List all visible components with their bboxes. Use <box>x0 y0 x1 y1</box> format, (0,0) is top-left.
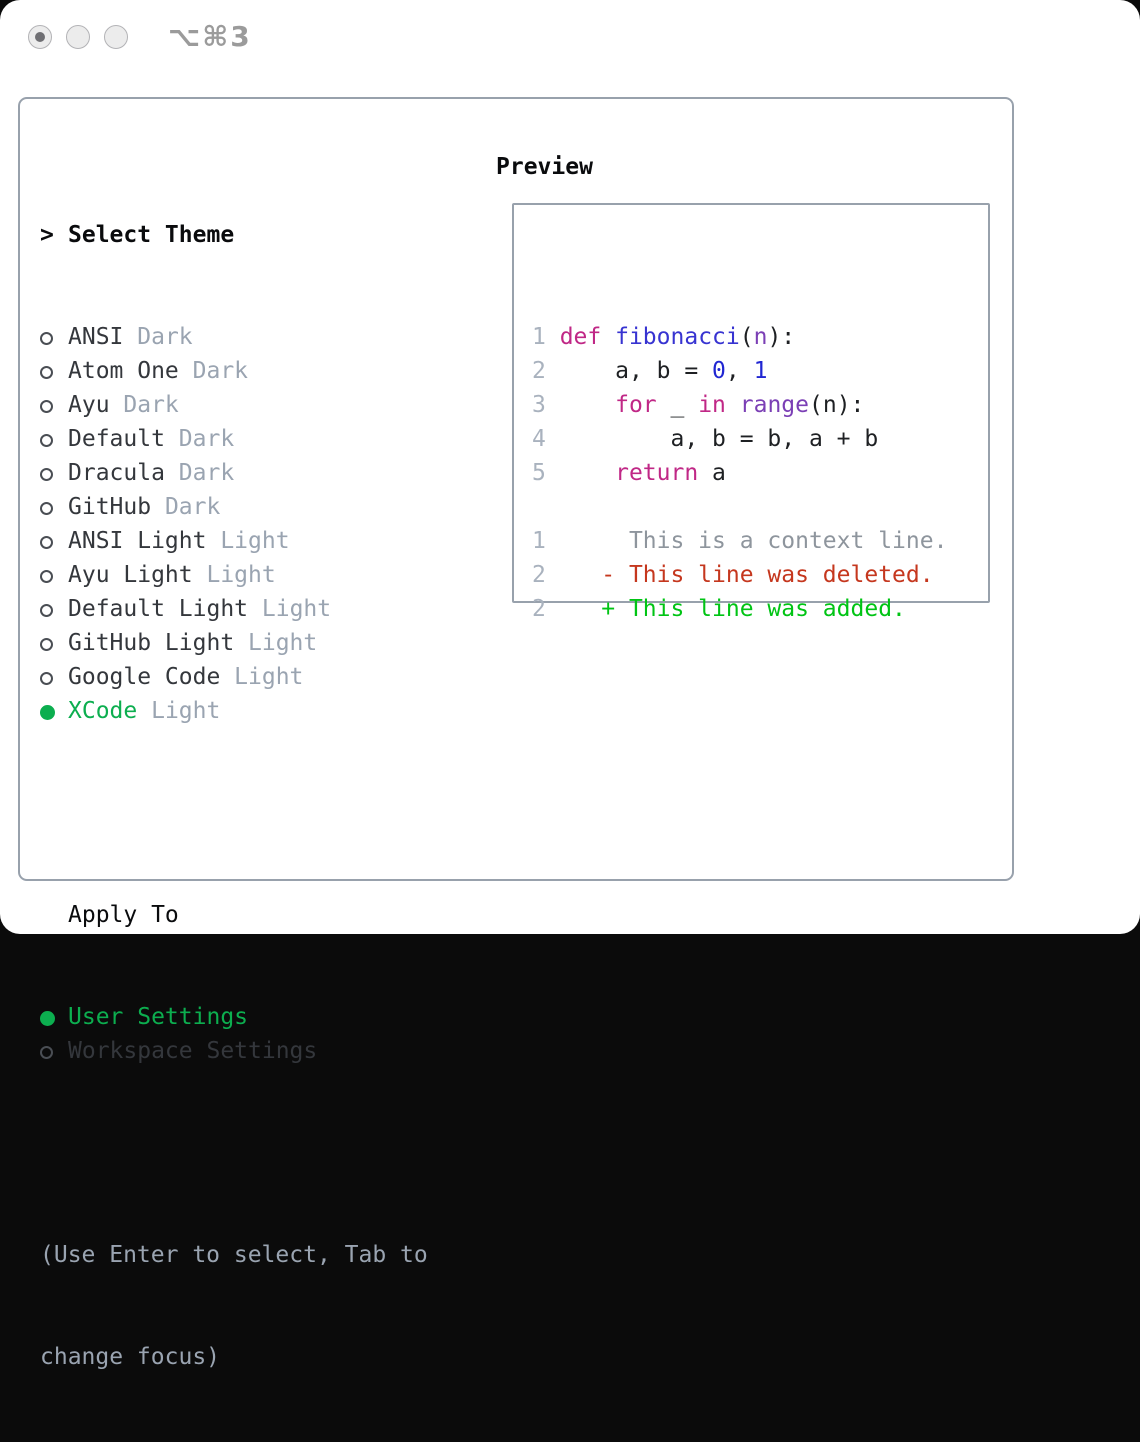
radio-selected-icon <box>40 1011 55 1026</box>
code-token-builtin: range <box>739 392 809 418</box>
apply-option-label: Workspace Settings <box>68 1038 318 1064</box>
theme-name: Dracula <box>68 460 179 486</box>
theme-option-default-light-light[interactable] <box>40 592 428 626</box>
radio-icon <box>40 604 53 617</box>
code-line <box>532 524 988 558</box>
apply-option-workspace-settings[interactable] <box>40 1034 428 1068</box>
theme-name: Google Code <box>68 664 235 690</box>
theme-variant: Dark <box>164 494 221 520</box>
radio-selected-icon <box>40 1000 68 1034</box>
line-number: 1 <box>532 324 560 350</box>
preview-title: Preview <box>496 154 593 180</box>
code-token-plain: ): <box>767 324 796 350</box>
code-token-plain: , <box>725 358 754 384</box>
radio-icon <box>40 388 68 422</box>
select-theme-header-row <box>40 218 428 252</box>
line-number: 2 <box>532 596 560 622</box>
radio-icon <box>40 332 53 345</box>
code-token-plain: ( <box>739 324 754 350</box>
maximize-window-button[interactable] <box>104 25 128 49</box>
theme-variant: Light <box>234 664 304 690</box>
preview-pane <box>512 203 990 622</box>
code-token-number: 0 <box>712 358 726 384</box>
window-shortcut-label: ⌥⌘3 <box>168 20 252 53</box>
select-theme-header: Select Theme <box>68 222 235 248</box>
theme-option-google-code-light[interactable] <box>40 660 428 694</box>
code-token-keyword: in <box>698 392 726 418</box>
theme-variant: Light <box>151 698 221 724</box>
radio-icon <box>40 1046 53 1059</box>
radio-selected-icon <box>40 705 55 720</box>
code-line <box>532 354 988 388</box>
radio-icon <box>40 434 53 447</box>
theme-variant: Dark <box>123 392 179 418</box>
minimize-window-button[interactable] <box>66 25 90 49</box>
theme-variant: Light <box>261 596 332 622</box>
theme-name: Ayu Light <box>68 562 207 588</box>
code-line <box>532 422 988 456</box>
code-token-number: 1 <box>753 358 768 384</box>
hint-line-1: (Use Enter to select, Tab to <box>40 1242 428 1268</box>
theme-option-github-dark[interactable] <box>40 490 428 524</box>
theme-list <box>40 320 428 728</box>
radio-selected-icon <box>40 694 68 728</box>
theme-variant: Dark <box>137 324 193 350</box>
radio-icon <box>40 660 68 694</box>
theme-option-dracula-dark[interactable] <box>40 456 428 490</box>
radio-icon <box>40 320 68 354</box>
code-token-keyword: return <box>615 460 699 486</box>
titlebar <box>0 0 1140 70</box>
radio-icon <box>40 592 68 626</box>
apply-to-header-row <box>40 898 428 932</box>
code-token-keyword: def <box>559 324 602 350</box>
theme-name: ANSI Light <box>68 528 221 554</box>
apply-option-user-settings[interactable] <box>40 1000 428 1034</box>
radio-icon <box>40 626 68 660</box>
code-line <box>532 558 988 592</box>
radio-icon <box>40 1034 68 1068</box>
theme-name: Atom One <box>68 358 193 384</box>
code-preview <box>532 320 988 626</box>
theme-variant: Light <box>220 528 290 554</box>
apply-option-label: User Settings <box>68 1004 249 1030</box>
code-token-keyword: for <box>615 392 657 418</box>
radio-icon <box>40 536 53 549</box>
code-token-plain <box>601 324 615 350</box>
code-line <box>532 388 988 422</box>
radio-icon <box>40 524 68 558</box>
apply-to-list <box>40 1000 428 1068</box>
radio-icon <box>40 490 68 524</box>
theme-option-ayu-dark[interactable] <box>40 388 428 422</box>
close-window-button[interactable] <box>28 25 52 49</box>
theme-name: Default <box>68 426 179 452</box>
theme-option-default-dark[interactable] <box>40 422 428 456</box>
line-number: 2 <box>532 358 560 384</box>
code-token-plain: a, b = <box>559 358 713 384</box>
theme-option-ansi-dark[interactable] <box>40 320 428 354</box>
radio-icon <box>40 456 68 490</box>
theme-list-column <box>40 150 428 1442</box>
theme-variant: Dark <box>192 358 249 384</box>
radio-icon <box>40 468 53 481</box>
radio-icon <box>40 354 68 388</box>
theme-option-xcode-light[interactable] <box>40 694 428 728</box>
radio-icon <box>40 558 68 592</box>
code-token-plain: (n): <box>809 392 865 418</box>
code-token-plain: a <box>698 460 726 486</box>
radio-icon <box>40 366 53 379</box>
radio-icon <box>40 638 53 651</box>
radio-icon <box>40 502 53 515</box>
radio-icon <box>40 570 53 583</box>
line-number: 4 <box>532 426 560 452</box>
spacer <box>40 1136 428 1170</box>
code-line <box>532 490 988 524</box>
code-token-function: fibonacci <box>615 324 740 350</box>
theme-variant: Light <box>248 630 318 656</box>
theme-variant: Light <box>206 562 276 588</box>
apply-to-header: Apply To <box>68 902 179 928</box>
line-number: 1 <box>532 528 560 554</box>
radio-icon <box>40 672 53 685</box>
hint-line-2: change focus) <box>40 1344 221 1370</box>
radio-icon <box>40 422 68 456</box>
theme-variant: Dark <box>178 460 235 486</box>
theme-option-github-light-light[interactable] <box>40 626 428 660</box>
code-line <box>532 456 988 490</box>
radio-icon <box>40 400 53 413</box>
theme-name: GitHub <box>68 494 165 520</box>
code-line <box>532 592 988 626</box>
theme-option-atom-one-dark[interactable] <box>40 354 428 388</box>
active-window-dot-icon <box>35 32 45 42</box>
code-token-plain <box>726 392 740 418</box>
code-token-context: This is a context line. <box>559 528 948 554</box>
code-line <box>532 320 988 354</box>
code-token-added: + This line was added. <box>559 596 906 622</box>
code-token-plain: a, b = b, a + b <box>559 426 879 452</box>
theme-name: XCode <box>68 698 152 724</box>
theme-name: Default Light <box>68 596 262 622</box>
line-number: 2 <box>532 562 560 588</box>
line-number <box>532 494 560 520</box>
theme-option-ayu-light-light[interactable] <box>40 558 428 592</box>
theme-option-ansi-light-light[interactable] <box>40 524 428 558</box>
code-token-plain <box>560 392 615 418</box>
spacer <box>40 796 428 830</box>
code-token-plain: _ <box>656 392 699 418</box>
theme-name: Ayu <box>68 392 124 418</box>
code-token-param: n <box>753 324 768 350</box>
theme-name: ANSI <box>68 324 138 350</box>
selection-chevron-icon: > <box>40 222 54 248</box>
theme-name: GitHub Light <box>68 630 249 656</box>
code-token-deleted: - This line was deleted. <box>559 562 934 588</box>
line-number: 3 <box>532 392 560 418</box>
theme-picker-panel <box>18 97 1014 1370</box>
line-number: 5 <box>532 460 560 486</box>
code-token-plain <box>560 460 615 486</box>
theme-variant: Dark <box>178 426 235 452</box>
